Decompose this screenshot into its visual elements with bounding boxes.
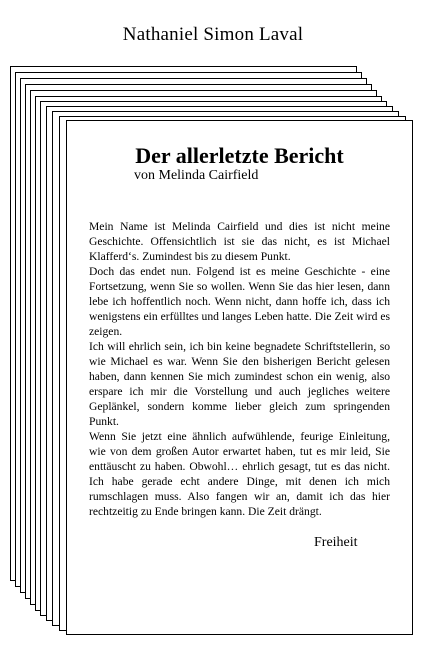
footer-word: Freiheit <box>314 535 358 550</box>
front-page <box>66 120 413 635</box>
paragraph: Wenn Sie jetzt eine ähnlich aufwühlende, feurige Einleitung, wie von dem großen Autor erwartet haben, tut es mir leid, Sie enttäuscht zu haben. Obwohl… ehrlich gesagt, tut es das nicht. Ich habe gerade echt andere Dinge, mit denen ich mich rumschlagen muss. Also fangen wir an, damit ich das hier rechtzeitig zu Ende bringen kann. Die Zeit drängt. <box>89 430 390 518</box>
body-text <box>89 219 390 519</box>
byline: von Melinda Cairfield <box>134 168 259 183</box>
paragraph: Doch das endet nun. Folgend ist es meine Geschichte - eine Fortsetzung, wenn Sie so wollen. Wenn Sie das hier lesen, dann lebe ich hoffentlich noch. Wenn nicht, dann hoffe ich, dass ich wenigstens ein erfülltes und langes Leben hatte. Die Zeit wird es zeigen. <box>89 265 390 338</box>
author-name: Nathaniel Simon Laval <box>122 24 304 45</box>
paragraph: Mein Name ist Melinda Cairfield und dies ist nicht meine Geschichte. Offensichtlich ist sie das nicht, es ist Michael Klafferd‘s. Zumindest bis zu diesem Punkt. <box>89 220 390 263</box>
book-title: Der allerletzte Bericht <box>135 143 344 168</box>
paragraph: Ich will ehrlich sein, ich bin keine begnadete Schriftstellerin, so wie Michael es war. Wenn Sie den bisherigen Bericht gelesen haben, dann kennen Sie mich zumindest schon ein wenig, also erspare ich mir die Vorstellung und auch jegliches weitere Geplänkel, sondern komme lieber gleich zum springenden Punkt. <box>89 340 390 428</box>
